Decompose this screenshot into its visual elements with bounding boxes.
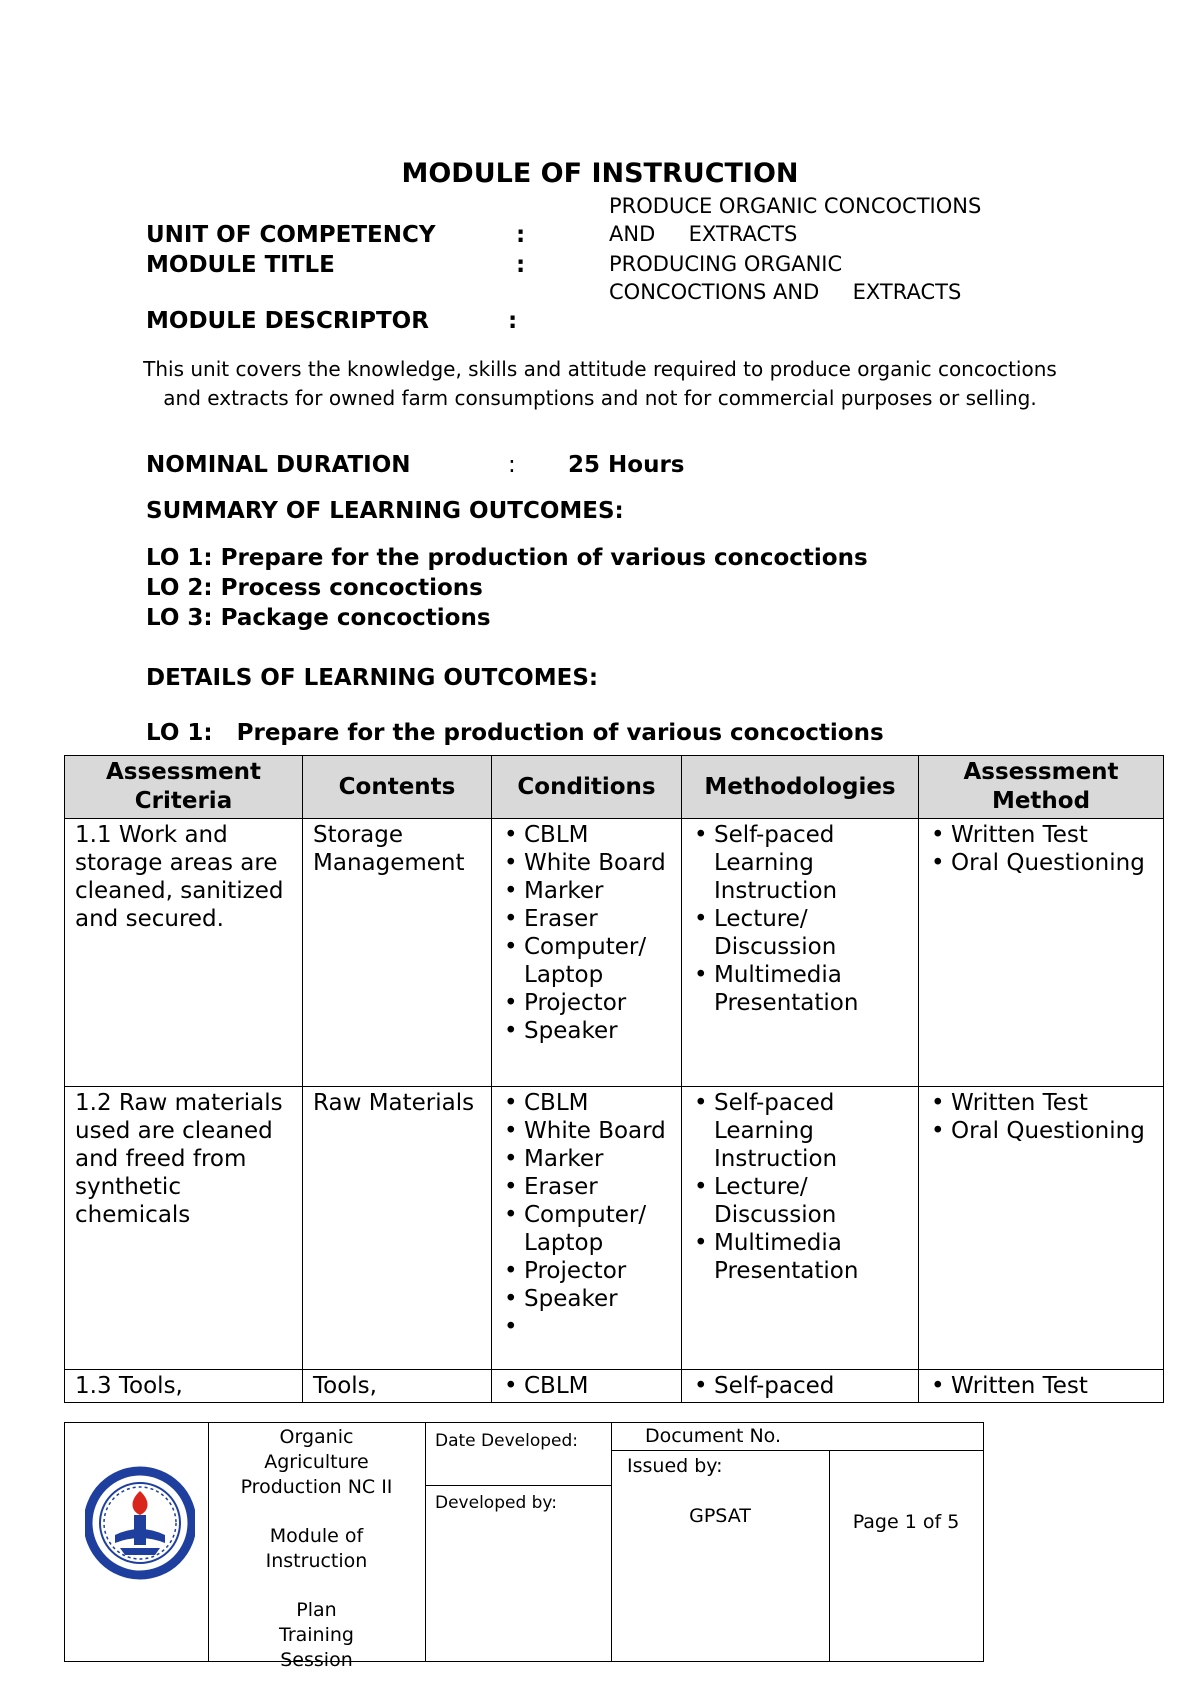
list-item: • Lecture/ Discussion bbox=[714, 1173, 908, 1229]
school-seal-icon bbox=[85, 1453, 195, 1613]
table-header-row bbox=[65, 756, 1164, 819]
list-item: • CBLM bbox=[524, 1372, 671, 1400]
descriptor-label: MODULE DESCRIPTOR bbox=[146, 308, 429, 334]
module-descriptor: This unit covers the knowledge, skills and attitude required to produce organic concoctions and extracts for owned farm consumptions and not for commercial purposes or selling. bbox=[143, 357, 1057, 410]
page-number: Page 1 of 5 bbox=[852, 1511, 960, 1533]
list-item: • Multimedia Presentation bbox=[714, 961, 908, 1017]
list-item: • Computer/ Laptop bbox=[524, 1201, 671, 1257]
unit-value-line2: AND EXTRACTS bbox=[609, 222, 798, 246]
duration-colon: : bbox=[508, 452, 516, 478]
outcome-1: LO 1: Prepare for the production of various concoctions bbox=[146, 545, 868, 571]
duration-value: 25 Hours bbox=[568, 452, 685, 478]
contents-cell: Raw Materials bbox=[303, 1087, 492, 1370]
table-row bbox=[65, 1370, 1164, 1403]
school-logo bbox=[85, 1453, 195, 1613]
contents-cell: Storage Management bbox=[303, 819, 492, 1087]
lo1-heading: LO 1: Prepare for the production of various concoctions bbox=[146, 720, 884, 746]
list-item: • Oral Questioning bbox=[951, 849, 1153, 877]
module-title-line1: PRODUCING ORGANIC bbox=[609, 252, 843, 276]
assessment-method-cell bbox=[919, 819, 1164, 1087]
unit-colon: : bbox=[516, 222, 526, 248]
issued-by-label: Issued by: bbox=[627, 1455, 723, 1477]
header-assessment-method: Assessment Method bbox=[919, 756, 1164, 819]
list-item: • Self-paced Learning Instruction bbox=[714, 821, 908, 905]
document-number-label: Document No. bbox=[645, 1425, 782, 1447]
list-item: • Speaker bbox=[524, 1285, 671, 1313]
contents-cell: Tools, bbox=[303, 1370, 492, 1403]
issuer-name: GPSAT bbox=[689, 1505, 751, 1527]
list-item: • Oral Questioning bbox=[951, 1117, 1153, 1145]
list-item: • Written Test bbox=[951, 1089, 1153, 1117]
list-item: • Projector bbox=[524, 1257, 671, 1285]
summary-heading: SUMMARY OF LEARNING OUTCOMES: bbox=[146, 498, 624, 524]
list-item: • Marker bbox=[524, 877, 671, 905]
list-item: • Eraser bbox=[524, 905, 671, 933]
module-title-colon: : bbox=[516, 252, 526, 278]
list-item: • Written Test bbox=[951, 1372, 1153, 1400]
list-item: • Projector bbox=[524, 989, 671, 1017]
criteria-cell: 1.2 Raw materials used are cleaned and freed from synthetic chemicals bbox=[65, 1087, 303, 1370]
list-item: • Self-paced Learning Instruction bbox=[714, 1089, 908, 1173]
assessment-method-cell bbox=[919, 1087, 1164, 1370]
module-title-line2: CONCOCTIONS AND EXTRACTS bbox=[609, 280, 962, 304]
duration-label: NOMINAL DURATION bbox=[146, 452, 411, 478]
methodologies-cell bbox=[682, 1370, 919, 1403]
list-item: • Eraser bbox=[524, 1173, 671, 1201]
conditions-cell bbox=[492, 819, 682, 1087]
developed-by-label: Developed by: bbox=[435, 1493, 557, 1513]
list-item: • CBLM bbox=[524, 821, 671, 849]
document-title: MODULE OF INSTRUCTION bbox=[401, 158, 799, 189]
list-item: • Self-paced bbox=[714, 1372, 908, 1400]
document-footer bbox=[64, 1422, 984, 1671]
list-item: • White Board bbox=[524, 1117, 671, 1145]
list-item bbox=[524, 1313, 671, 1341]
outcome-2: LO 2: Process concoctions bbox=[146, 575, 483, 601]
unit-label: UNIT OF COMPETENCY bbox=[146, 222, 436, 248]
list-item: • Written Test bbox=[951, 821, 1153, 849]
table-row bbox=[65, 1087, 1164, 1370]
program-name: Organic Agriculture Production NC II bbox=[240, 1426, 393, 1498]
learning-outcome-table bbox=[64, 755, 1164, 1403]
list-item: • White Board bbox=[524, 849, 671, 877]
methodologies-cell bbox=[682, 1087, 919, 1370]
conditions-cell bbox=[492, 1370, 682, 1403]
list-item: • Lecture/ Discussion bbox=[714, 905, 908, 961]
descriptor-colon: : bbox=[508, 308, 518, 334]
header-conditions: Conditions bbox=[492, 756, 682, 819]
list-item: • Computer/ Laptop bbox=[524, 933, 671, 989]
list-item: • Multimedia Presentation bbox=[714, 1229, 908, 1285]
header-contents: Contents bbox=[303, 756, 492, 819]
module-title-label: MODULE TITLE bbox=[146, 252, 335, 278]
conditions-cell bbox=[492, 1087, 682, 1370]
criteria-cell: 1.3 Tools, bbox=[65, 1370, 303, 1403]
assessment-method-cell bbox=[919, 1370, 1164, 1403]
table-row bbox=[65, 819, 1164, 1087]
list-item: • Speaker bbox=[524, 1017, 671, 1045]
header-assessment-criteria: Assessment Criteria bbox=[65, 756, 303, 819]
date-developed-label: Date Developed: bbox=[435, 1431, 578, 1451]
list-item: • CBLM bbox=[524, 1089, 671, 1117]
module-name: Module of Instruction bbox=[265, 1525, 368, 1572]
unit-value bbox=[609, 192, 981, 248]
module-title-value bbox=[609, 250, 961, 306]
list-item: • Marker bbox=[524, 1145, 671, 1173]
methodologies-cell bbox=[682, 819, 919, 1087]
header-methodologies: Methodologies bbox=[682, 756, 919, 819]
session-name: Plan Training Session bbox=[279, 1599, 354, 1671]
unit-value-line1: PRODUCE ORGANIC CONCOCTIONS bbox=[609, 194, 982, 218]
outcome-3: LO 3: Package concoctions bbox=[146, 605, 491, 631]
details-heading: DETAILS OF LEARNING OUTCOMES: bbox=[146, 665, 599, 691]
criteria-cell: 1.1 Work and storage areas are cleaned, sanitized and secured. bbox=[65, 819, 303, 1087]
